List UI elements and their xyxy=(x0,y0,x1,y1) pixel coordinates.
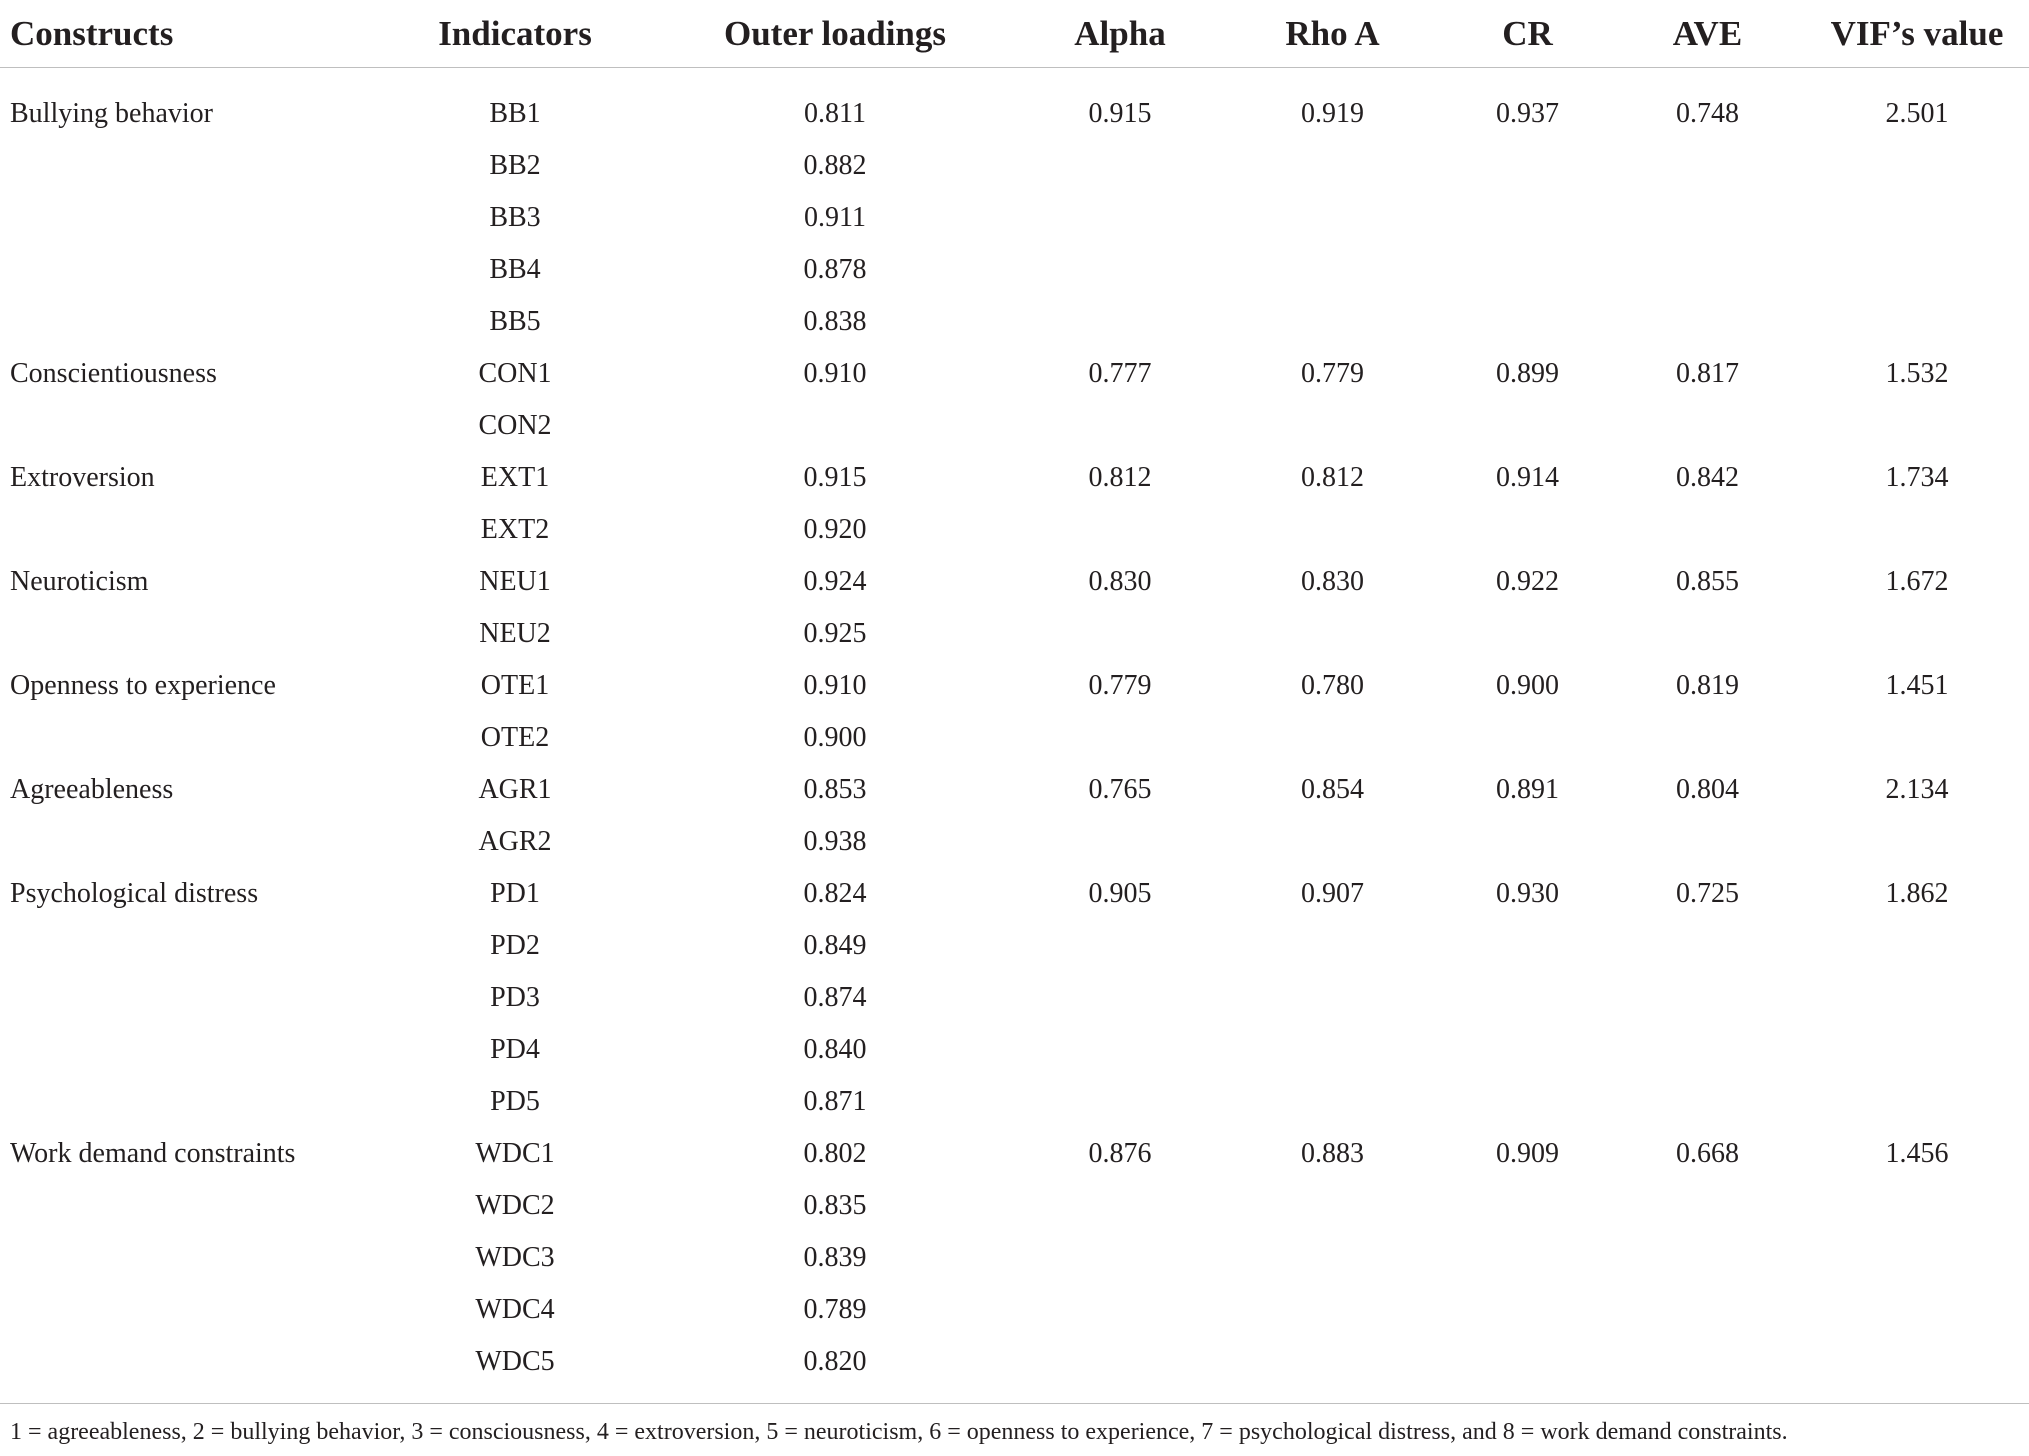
cell-construct xyxy=(0,504,380,556)
cell-vif-value xyxy=(1805,140,2029,192)
cell-outer-loading: 0.853 xyxy=(803,774,867,805)
cell-ave: 0.668 xyxy=(1676,1138,1739,1169)
header-outer-loadings: Outer loadings xyxy=(650,0,1020,68)
cell-rho-a xyxy=(1220,1336,1445,1402)
header-vif-value: VIF’s value xyxy=(1805,0,2029,68)
cell-indicator: EXT2 xyxy=(480,514,550,545)
cell-outer-loading: 0.878 xyxy=(803,254,867,285)
cell-indicator: PD4 xyxy=(490,1034,540,1065)
cell-alpha xyxy=(1020,1336,1220,1402)
cell-outer-loading: 0.811 xyxy=(804,98,866,129)
table-header xyxy=(0,0,2029,68)
cell-outer-loading: 0.840 xyxy=(803,1034,867,1065)
cell-vif-value xyxy=(1805,712,2029,764)
cell-construct xyxy=(0,816,380,868)
table-row xyxy=(0,1180,2029,1232)
cell-indicator: PD5 xyxy=(490,1086,540,1117)
cell-alpha xyxy=(1020,244,1220,296)
cell-alpha xyxy=(1020,972,1220,1024)
cell-cr: 0.909 xyxy=(1496,1138,1559,1169)
cell-vif-value: 1.532 xyxy=(1885,358,1949,389)
table-row xyxy=(0,712,2029,764)
table-row xyxy=(0,68,2029,141)
cell-ave: 0.804 xyxy=(1676,774,1739,805)
table-row xyxy=(0,1336,2029,1402)
cell-rho-a xyxy=(1220,972,1445,1024)
cell-vif-value xyxy=(1805,1232,2029,1284)
cell-ave: 0.748 xyxy=(1676,98,1739,129)
cell-vif-value xyxy=(1805,608,2029,660)
cell-ave xyxy=(1610,608,1805,660)
table-row xyxy=(0,608,2029,660)
cell-outer-loading xyxy=(650,400,1020,452)
cell-vif-value xyxy=(1805,1024,2029,1076)
table-row xyxy=(0,1232,2029,1284)
cell-rho-a: 0.779 xyxy=(1301,358,1364,389)
cell-indicator: PD1 xyxy=(490,878,540,909)
cell-cr xyxy=(1445,1284,1610,1336)
cell-cr xyxy=(1445,972,1610,1024)
cell-rho-a xyxy=(1220,712,1445,764)
cell-indicator: CON2 xyxy=(478,410,552,441)
cell-alpha xyxy=(1020,1180,1220,1232)
cell-construct: Psychological distress xyxy=(10,878,259,909)
cell-ave xyxy=(1610,244,1805,296)
cell-outer-loading: 0.849 xyxy=(803,930,867,961)
cell-ave xyxy=(1610,1024,1805,1076)
table-row xyxy=(0,192,2029,244)
table-row xyxy=(0,764,2029,816)
cell-vif-value: 1.451 xyxy=(1885,670,1949,701)
cell-rho-a xyxy=(1220,400,1445,452)
cell-ave: 0.819 xyxy=(1676,670,1739,701)
cell-indicator: BB2 xyxy=(489,150,541,181)
cell-cr: 0.899 xyxy=(1496,358,1559,389)
cell-ave xyxy=(1610,1284,1805,1336)
cell-outer-loading: 0.900 xyxy=(803,722,867,753)
cell-rho-a xyxy=(1220,608,1445,660)
cell-rho-a xyxy=(1220,816,1445,868)
cell-indicator: WDC1 xyxy=(475,1138,555,1169)
cell-indicator: BB1 xyxy=(489,98,541,129)
cell-construct xyxy=(0,1076,380,1128)
cell-rho-a xyxy=(1220,192,1445,244)
cell-alpha xyxy=(1020,504,1220,556)
cell-rho-a: 0.854 xyxy=(1301,774,1364,805)
cell-alpha: 0.905 xyxy=(1088,878,1152,909)
table-row xyxy=(0,1076,2029,1128)
cell-rho-a xyxy=(1220,1076,1445,1128)
cell-construct xyxy=(0,296,380,348)
cell-alpha xyxy=(1020,816,1220,868)
table-row xyxy=(0,140,2029,192)
cell-alpha: 0.876 xyxy=(1088,1138,1152,1169)
cell-vif-value xyxy=(1805,972,2029,1024)
cell-rho-a: 0.780 xyxy=(1301,670,1364,701)
header-rho-a: Rho A xyxy=(1220,0,1445,68)
cell-outer-loading: 0.938 xyxy=(803,826,867,857)
cell-construct: Extroversion xyxy=(10,462,155,493)
cell-ave xyxy=(1610,504,1805,556)
cell-rho-a xyxy=(1220,1284,1445,1336)
cell-rho-a: 0.830 xyxy=(1301,566,1364,597)
cell-vif-value: 1.672 xyxy=(1885,566,1949,597)
cell-alpha xyxy=(1020,296,1220,348)
cell-vif-value xyxy=(1805,816,2029,868)
cell-cr xyxy=(1445,140,1610,192)
cell-outer-loading: 0.835 xyxy=(803,1190,867,1221)
header-alpha: Alpha xyxy=(1020,0,1220,68)
cell-vif-value: 1.456 xyxy=(1885,1138,1949,1169)
header-ave: AVE xyxy=(1610,0,1805,68)
cell-outer-loading: 0.802 xyxy=(803,1138,867,1169)
cell-vif-value: 1.862 xyxy=(1885,878,1949,909)
cell-cr: 0.930 xyxy=(1496,878,1559,909)
cell-outer-loading: 0.874 xyxy=(803,982,867,1013)
cell-ave xyxy=(1610,296,1805,348)
cell-indicator: PD3 xyxy=(490,982,540,1013)
cell-indicator: OTE2 xyxy=(480,722,550,753)
table-row xyxy=(0,556,2029,608)
cell-outer-loading: 0.924 xyxy=(803,566,867,597)
cell-vif-value xyxy=(1805,1076,2029,1128)
cell-alpha xyxy=(1020,920,1220,972)
cell-cr xyxy=(1445,192,1610,244)
cell-construct xyxy=(0,920,380,972)
cell-vif-value xyxy=(1805,192,2029,244)
cell-vif-value xyxy=(1805,504,2029,556)
cell-ave: 0.855 xyxy=(1676,566,1739,597)
table-row xyxy=(0,244,2029,296)
table-row xyxy=(0,400,2029,452)
cell-alpha: 0.830 xyxy=(1088,566,1152,597)
cell-rho-a xyxy=(1220,296,1445,348)
cell-construct xyxy=(0,400,380,452)
cell-ave xyxy=(1610,1336,1805,1402)
cell-cr xyxy=(1445,1076,1610,1128)
cell-ave xyxy=(1610,712,1805,764)
cell-cr xyxy=(1445,504,1610,556)
cell-alpha: 0.779 xyxy=(1088,670,1152,701)
cell-outer-loading: 0.920 xyxy=(803,514,867,545)
table-row xyxy=(0,972,2029,1024)
cell-ave xyxy=(1610,1232,1805,1284)
cell-indicator: CON1 xyxy=(478,358,552,389)
cell-cr xyxy=(1445,712,1610,764)
cell-cr xyxy=(1445,608,1610,660)
cell-rho-a xyxy=(1220,1180,1445,1232)
cell-indicator: WDC3 xyxy=(475,1242,555,1273)
cell-construct xyxy=(0,972,380,1024)
cell-construct xyxy=(0,1180,380,1232)
cell-indicator: NEU1 xyxy=(479,566,551,597)
table-row xyxy=(0,660,2029,712)
cell-rho-a xyxy=(1220,140,1445,192)
table-row xyxy=(0,1284,2029,1336)
cell-rho-a xyxy=(1220,244,1445,296)
cell-outer-loading: 0.882 xyxy=(803,150,867,181)
cell-cr xyxy=(1445,920,1610,972)
cell-alpha: 0.915 xyxy=(1088,98,1152,129)
cell-ave xyxy=(1610,140,1805,192)
cell-vif-value xyxy=(1805,1284,2029,1336)
cell-cr xyxy=(1445,816,1610,868)
cell-cr: 0.937 xyxy=(1496,98,1559,129)
cell-construct: Bullying behavior xyxy=(10,98,213,129)
table-row xyxy=(0,816,2029,868)
cell-cr: 0.900 xyxy=(1496,670,1559,701)
cell-construct: Openness to experience xyxy=(10,670,276,701)
table-row xyxy=(0,1128,2029,1180)
cell-ave xyxy=(1610,192,1805,244)
cell-construct xyxy=(0,140,380,192)
cell-outer-loading: 0.911 xyxy=(804,202,866,233)
cell-cr xyxy=(1445,1024,1610,1076)
cell-outer-loading: 0.910 xyxy=(803,670,867,701)
table-footnote: 1 = agreeableness, 2 = bullying behavior, 3 = consciousness, 4 = extroversion, 5 = neuroticism, 6 = openness to experience, 7 = psychological distress, and 8 = work demand constraints. xyxy=(10,1419,1788,1445)
cell-construct: Work demand constraints xyxy=(10,1138,296,1169)
cell-rho-a xyxy=(1220,920,1445,972)
cell-cr: 0.914 xyxy=(1496,462,1559,493)
cell-alpha xyxy=(1020,400,1220,452)
cell-ave xyxy=(1610,920,1805,972)
cell-rho-a: 0.907 xyxy=(1301,878,1364,909)
cell-alpha xyxy=(1020,712,1220,764)
cell-construct: Neuroticism xyxy=(10,566,149,597)
cell-outer-loading: 0.915 xyxy=(803,462,867,493)
table-row xyxy=(0,452,2029,504)
cell-vif-value xyxy=(1805,1336,2029,1402)
cell-indicator: WDC2 xyxy=(475,1190,555,1221)
cell-indicator: BB4 xyxy=(489,254,541,285)
header-row xyxy=(0,0,2029,68)
cell-ave xyxy=(1610,816,1805,868)
table-body xyxy=(0,68,2029,1403)
cell-indicator: WDC4 xyxy=(475,1294,555,1325)
cell-rho-a xyxy=(1220,1024,1445,1076)
header-cr: CR xyxy=(1445,0,1610,68)
cell-construct xyxy=(0,712,380,764)
cell-indicator: BB3 xyxy=(489,202,541,233)
cell-alpha xyxy=(1020,1232,1220,1284)
cell-outer-loading: 0.910 xyxy=(803,358,867,389)
table-row xyxy=(0,504,2029,556)
cell-vif-value: 2.501 xyxy=(1885,98,1949,129)
cell-rho-a xyxy=(1220,504,1445,556)
cell-cr xyxy=(1445,1232,1610,1284)
cell-construct xyxy=(0,1336,380,1402)
cell-alpha: 0.765 xyxy=(1088,774,1152,805)
cell-indicator: AGR1 xyxy=(478,774,552,805)
cell-ave xyxy=(1610,972,1805,1024)
cell-construct xyxy=(0,244,380,296)
cell-outer-loading: 0.925 xyxy=(803,618,867,649)
cell-outer-loading: 0.839 xyxy=(803,1242,867,1273)
table-row xyxy=(0,296,2029,348)
cell-outer-loading: 0.820 xyxy=(803,1346,867,1377)
cell-construct xyxy=(0,1024,380,1076)
cell-alpha: 0.777 xyxy=(1088,358,1152,389)
cell-rho-a: 0.919 xyxy=(1301,98,1364,129)
cell-indicator: PD2 xyxy=(490,930,540,961)
cell-ave xyxy=(1610,400,1805,452)
cell-cr xyxy=(1445,1336,1610,1402)
cell-outer-loading: 0.871 xyxy=(803,1086,867,1117)
cell-construct xyxy=(0,608,380,660)
table-row xyxy=(0,348,2029,400)
cell-outer-loading: 0.789 xyxy=(803,1294,867,1325)
cell-cr xyxy=(1445,400,1610,452)
table-row xyxy=(0,1024,2029,1076)
cell-vif-value xyxy=(1805,400,2029,452)
cell-cr: 0.922 xyxy=(1496,566,1559,597)
cell-ave: 0.842 xyxy=(1676,462,1739,493)
cell-alpha xyxy=(1020,1284,1220,1336)
cell-alpha: 0.812 xyxy=(1088,462,1152,493)
cell-vif-value: 2.134 xyxy=(1885,774,1949,805)
cell-vif-value xyxy=(1805,1180,2029,1232)
cell-construct xyxy=(0,192,380,244)
table-row xyxy=(0,868,2029,920)
cell-alpha xyxy=(1020,192,1220,244)
cell-ave xyxy=(1610,1180,1805,1232)
cell-cr xyxy=(1445,1180,1610,1232)
cell-vif-value xyxy=(1805,296,2029,348)
cell-vif-value xyxy=(1805,244,2029,296)
cell-outer-loading: 0.838 xyxy=(803,306,867,337)
table-row xyxy=(0,920,2029,972)
header-constructs: Constructs xyxy=(0,0,380,68)
cell-ave: 0.817 xyxy=(1676,358,1739,389)
cell-alpha xyxy=(1020,608,1220,660)
cell-rho-a xyxy=(1220,1232,1445,1284)
cell-indicator: EXT1 xyxy=(480,462,550,493)
header-indicators: Indicators xyxy=(380,0,650,68)
cell-ave: 0.725 xyxy=(1676,878,1739,909)
cell-alpha xyxy=(1020,1076,1220,1128)
cell-cr: 0.891 xyxy=(1496,774,1559,805)
cell-outer-loading: 0.824 xyxy=(803,878,867,909)
cell-vif-value xyxy=(1805,920,2029,972)
footnote-divider xyxy=(0,1403,2029,1404)
cell-indicator: BB5 xyxy=(489,306,541,337)
cell-alpha xyxy=(1020,1024,1220,1076)
cell-rho-a: 0.883 xyxy=(1301,1138,1364,1169)
cell-indicator: WDC5 xyxy=(475,1346,555,1377)
cell-construct: Agreeableness xyxy=(10,774,174,805)
cell-indicator: AGR2 xyxy=(478,826,552,857)
cell-rho-a: 0.812 xyxy=(1301,462,1364,493)
cell-indicator: NEU2 xyxy=(479,618,551,649)
cell-construct xyxy=(0,1284,380,1336)
cell-construct xyxy=(0,1232,380,1284)
cell-cr xyxy=(1445,296,1610,348)
cell-vif-value: 1.734 xyxy=(1885,462,1949,493)
cell-ave xyxy=(1610,1076,1805,1128)
cell-indicator: OTE1 xyxy=(480,670,550,701)
cell-alpha xyxy=(1020,140,1220,192)
cell-cr xyxy=(1445,244,1610,296)
cell-construct: Conscientiousness xyxy=(10,358,217,389)
